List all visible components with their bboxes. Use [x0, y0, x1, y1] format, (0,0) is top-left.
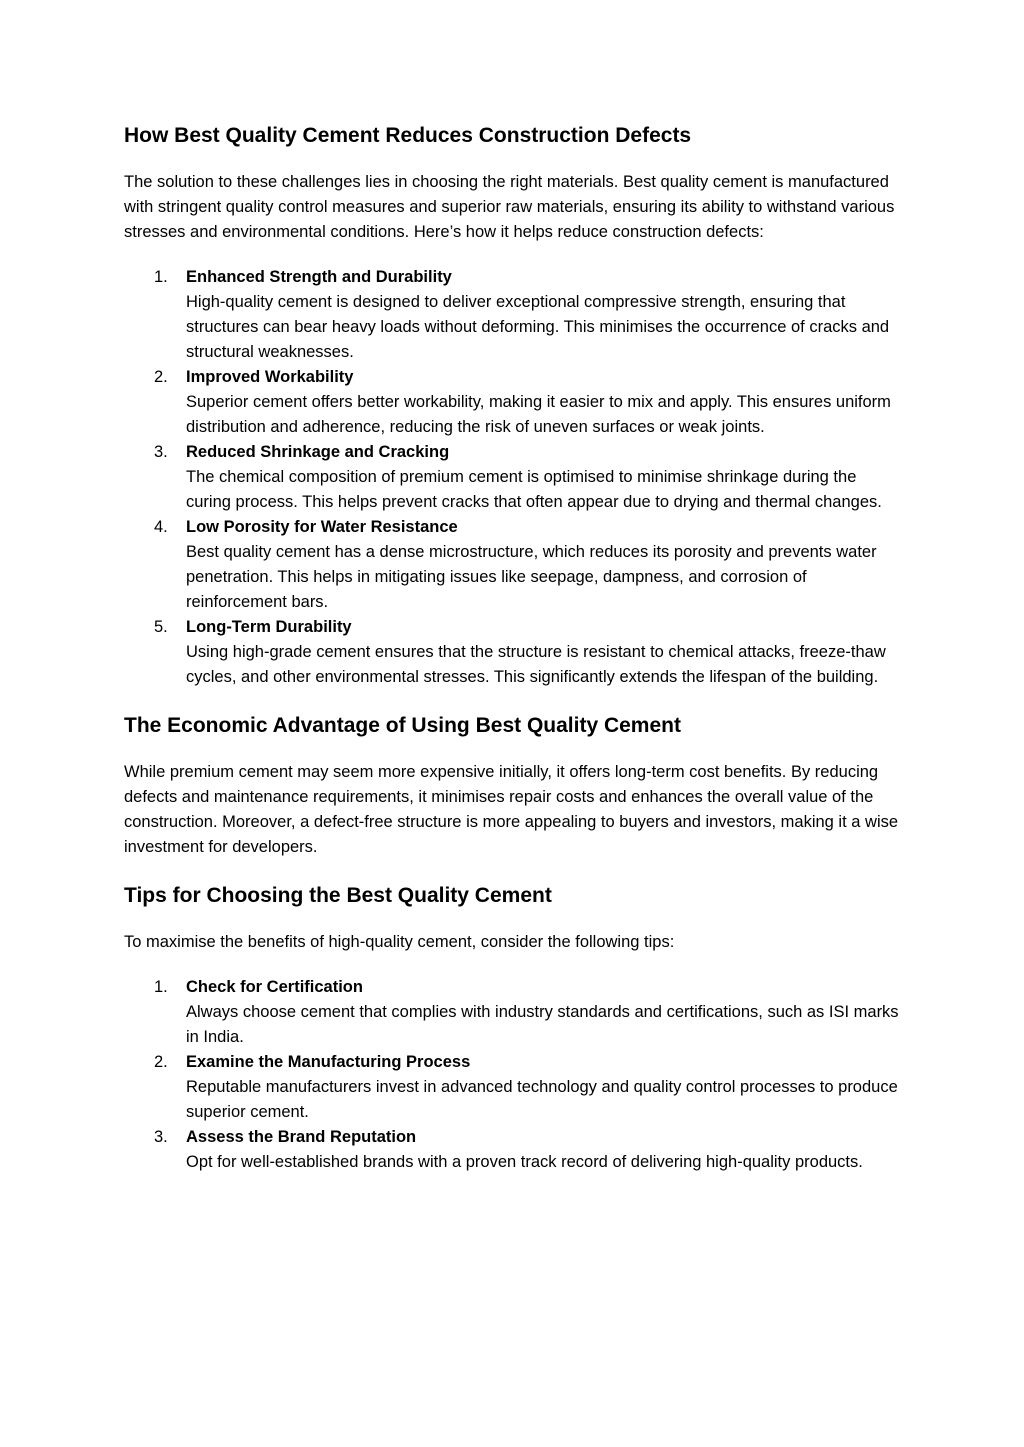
- section-heading-defects: How Best Quality Cement Reduces Construction Defects: [124, 124, 692, 147]
- list-item-title: Enhanced Strength and Durability: [186, 268, 452, 286]
- list-number: 3.: [154, 443, 168, 461]
- list-item-body: Reputable manufacturers invest in advanced technology and quality control processes to produce superior cement.: [186, 1078, 898, 1121]
- list-item-body: Using high-grade cement ensures that the structure is resistant to chemical attacks, freeze-thaw cycles, and other environmental stresses. This significantly extends the lifespan of the building.: [186, 643, 886, 686]
- list-number: 4.: [154, 518, 168, 536]
- tips-intro-paragraph: To maximise the benefits of high-quality cement, consider the following tips:: [124, 933, 675, 951]
- list-item-title: Check for Certification: [186, 978, 363, 996]
- list-item-title: Improved Workability: [186, 368, 354, 386]
- list-item-body: Best quality cement has a dense microstructure, which reduces its porosity and prevents water penetration. This helps in mitigating issues like seepage, dampness, and corrosion of reinforcement bars.: [186, 543, 877, 611]
- section-heading-tips: Tips for Choosing the Best Quality Cement: [124, 884, 552, 907]
- list-item: [124, 365, 904, 440]
- section-heading-economic: The Economic Advantage of Using Best Quality Cement: [124, 714, 681, 737]
- list-item: [124, 265, 904, 365]
- list-item-title: Low Porosity for Water Resistance: [186, 518, 458, 536]
- list-item-title: Long-Term Durability: [186, 618, 352, 636]
- list-number: 2.: [154, 1053, 168, 1071]
- list-item: [124, 515, 904, 615]
- list-number: 5.: [154, 618, 168, 636]
- list-item-body: The chemical composition of premium cement is optimised to minimise shrinkage during the curing process. This helps prevent cracks that often appear due to drying and thermal changes.: [186, 468, 882, 511]
- list-number: 2.: [154, 368, 168, 386]
- defects-list: [124, 265, 904, 690]
- list-item-body: Superior cement offers better workability, making it easier to mix and apply. This ensures uniform distribution and adherence, reducing the risk of uneven surfaces or weak joints.: [186, 393, 891, 436]
- list-item-body: Opt for well-established brands with a proven track record of delivering high-quality products.: [186, 1153, 863, 1171]
- list-item-title: Assess the Brand Reputation: [186, 1128, 417, 1146]
- section-intro-paragraph: The solution to these challenges lies in choosing the right materials. Best quality cement is manufactured with stringent quality control measures and superior raw materials, ensuring its ability to withstand various stresses and environmental conditions. Here’s how it helps reduce construction defects:: [124, 173, 895, 241]
- list-item-body: Always choose cement that complies with industry standards and certifications, such as ISI marks in India.: [186, 1003, 899, 1046]
- list-number: 3.: [154, 1128, 168, 1146]
- list-number: 1.: [154, 268, 168, 286]
- list-number: 1.: [154, 978, 168, 996]
- list-item-title: Reduced Shrinkage and Cracking: [186, 443, 450, 461]
- list-item-title: Examine the Manufacturing Process: [186, 1053, 471, 1071]
- list-item: [124, 1050, 904, 1125]
- document-page: [124, 122, 904, 1175]
- list-item: [124, 1125, 904, 1175]
- economic-paragraph: While premium cement may seem more expensive initially, it offers long-term cost benefits. By reducing defects and maintenance requirements, it minimises repair costs and enhances the overall value of the construction. Moreover, a defect-free structure is more appealing to buyers and investors, making it a wise investment for developers.: [124, 763, 899, 856]
- list-item: [124, 440, 904, 515]
- list-item-body: High-quality cement is designed to deliver exceptional compressive strength, ensuring that structures can bear heavy loads without deforming. This minimises the occurrence of cracks and structural weaknesses.: [186, 293, 890, 361]
- list-item: [124, 615, 904, 690]
- tips-list: [124, 975, 904, 1175]
- list-item: [124, 975, 904, 1050]
